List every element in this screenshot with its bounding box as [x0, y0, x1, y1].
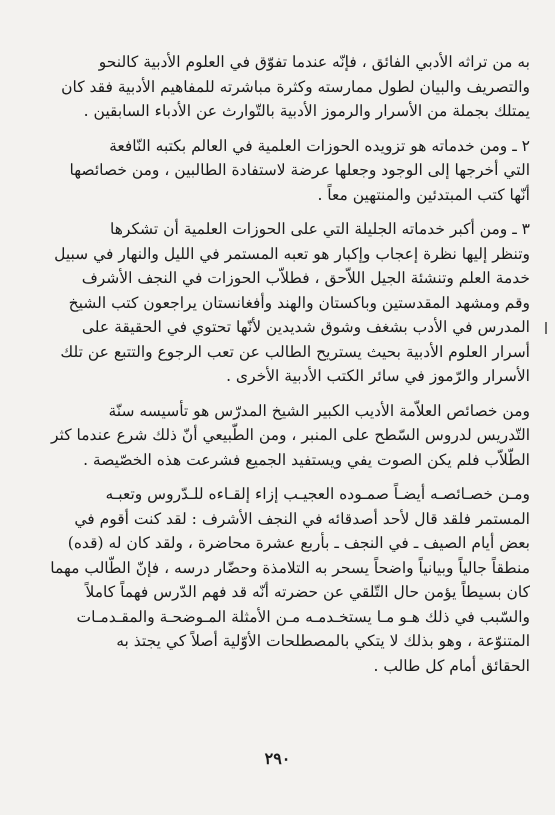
- text-line: الحقائق أمام كل طالب .: [373, 656, 530, 675]
- text-line: بعض أيام الصيف ـ في النجف ـ بأربع عشرة محاضرة ، ولقد كان له (قده): [67, 534, 530, 552]
- text-line: والسّبب في ذلك هـو مـا يستخـدمـه مـن الأمثلة المـوضحـة والمقـدمـات: [76, 607, 530, 626]
- text-line: خدمة العلم وتنشئة الجيل اللاّحق ، فطلاّب الحوزات في النجف الأشرف: [81, 269, 530, 287]
- text-line: وقم ومشهد المقدستين وباكستان والهند وأفغانستان يراجعون كتب الشيخ: [68, 293, 530, 312]
- text-line: والتصريف والبيان لطول ممارسته وكثرة مباشرته للمفاهيم الأدبية فقد كان: [61, 77, 530, 96]
- text-line: المستمر فلقد قال لأحد أصدقائه في النجف الأشرف : لقد كنت أقوم في: [74, 509, 530, 528]
- paragraph-literary-heritage: [40, 50, 530, 124]
- text-line: أنّها كتب المبتدئين والمنتهين معاً .: [317, 185, 530, 204]
- text-line: الأسرار والرّموز في سائر الكتب الأدبية الأخرى .: [226, 367, 530, 385]
- text-line: منطقاً جالياً وبيانياً واضحاً يسحر به التلامذة وحضّار درسه ، فإنّ الطّالب مهما: [50, 558, 530, 577]
- text-line: المدرس في الأدب بشغف وشوق شديدين لأنّها تحتوي في الحقيقة على: [81, 318, 530, 336]
- text-line: أسرار العلوم الأدبية بحيث يستريح الطالب عن تعب الرجوع والتتبع عن تلك: [60, 342, 530, 361]
- paragraph-pulpit-teaching: [40, 399, 530, 473]
- text-line: التّدريس لدروس السّطح على المنبر ، ومن الطّبيعي أنّ ذلك شرع عندما كثر: [51, 426, 530, 444]
- text-line: ومن خصائص العلاّمة الأديب الكبير الشيخ المدرّس هو تأسيسه سنّة: [108, 401, 530, 420]
- text-line: ومـن خصـائصـه أيضـاً صمـوده العجيـب إزاء إلقـاءه للـدّروس وتعبـه: [105, 485, 530, 503]
- text-line: به من تراثه الأدبي الفائق ، فإنّه عندما تفوّق في العلوم الأدبية كالنحو: [98, 53, 530, 71]
- page-number: ٢٩٠: [264, 749, 291, 768]
- text-line: ٢ ـ ومن خدماته هو تزويده الحوزات العلمية في العالم بكتبه النّافعة: [109, 136, 530, 155]
- text-line: ٣ ـ ومن أكبر خدماته الجليلة التي على الحوزات العلمية أن تشكرها: [110, 220, 530, 238]
- paragraph-perseverance: [40, 482, 530, 678]
- text-line: التي أخرجها إلى الوجود وجعلها عرضة لاستفادة الطالبين ، ومن خصائصها: [69, 161, 530, 179]
- text-line: يمتلك بجملة من الأسرار والرموز الأدبية بالتّوارث عن الأدباء السابقين .: [83, 102, 530, 120]
- text-line: الطّلاّب فلم يكن الصوت يفي ويستفيد الجميع فشرعت هذه الخصّيصة .: [83, 450, 530, 469]
- text-line: وتنظر إليها نظرة إعجاب وإكبار هو تعبه المستمر في الليل والنهار في سبيل: [54, 244, 530, 263]
- paragraph-service-3: [40, 217, 530, 389]
- page-body: [40, 50, 530, 688]
- paragraph-service-2: [40, 134, 530, 208]
- margin-mark: [545, 322, 547, 334]
- text-line: المتنوّعة ، وهو بذلك لا يتكي بالمصطلحات الأوّلية أصلاً كي يجتذ به: [116, 632, 530, 650]
- text-line: كان بسيطاً يؤمن حال التّلقي عن حضرته أنّه قد فهم الدّرس فهماً كاملاً: [85, 583, 530, 601]
